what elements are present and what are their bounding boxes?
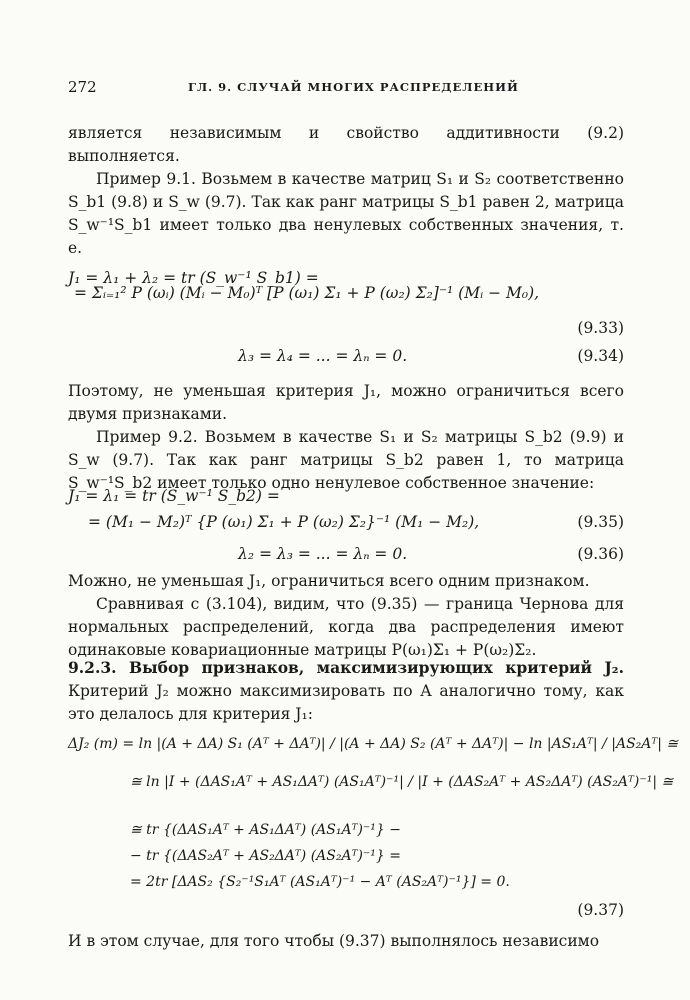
- equation-9-37-line-4: − tr {(ΔAS₂Aᵀ + AS₂ΔAᵀ) (AS₂Aᵀ)⁻¹} =: [130, 848, 402, 864]
- paragraph-conclusion-9-1: Поэтому, не уменьшая критерия J₁, можно ограничиться всего двумя признаками.: [68, 382, 624, 423]
- equation-9-37-line-3: ≅ tr {(ΔAS₁Aᵀ + AS₁ΔAᵀ) (AS₁Aᵀ)⁻¹} −: [130, 822, 402, 838]
- equation-number-9-35: (9.35): [577, 513, 624, 531]
- equation-number-9-36: (9.36): [577, 545, 624, 563]
- equation-9-37-line-5: = 2tr [ΔAS₂ {S₂⁻¹S₁Aᵀ (AS₁Aᵀ)⁻¹ − Aᵀ (AS₂Aᵀ)⁻¹}] = 0.: [130, 874, 510, 890]
- paragraph-continuation: является независимым и свойство аддитивности (9.2) выполняется.: [68, 124, 624, 165]
- equation-9-37-line-2: ≅ ln |I + (ΔAS₁Aᵀ + AS₁ΔAᵀ) (AS₁Aᵀ)⁻¹| / |I + (ΔAS₂Aᵀ + AS₂ΔAᵀ) (AS₂Aᵀ)⁻¹| ≅: [130, 774, 674, 790]
- equation-number-9-34: (9.34): [577, 347, 624, 365]
- equation-9-33-line-1: J₁ = λ₁ + λ₂ = tr (S_w⁻¹ S_b1) =: [68, 269, 319, 287]
- equation-9-37-line-1: ΔJ₂ (m) = ln |(A + ΔA) S₁ (Aᵀ + ΔAᵀ)| / |(A + ΔA) S₂ (Aᵀ + ΔAᵀ)| − ln |AS₁Aᵀ| / |AS₂Aᵀ| ≅: [68, 736, 679, 752]
- section-9-2-3: [68, 656, 624, 726]
- paragraph-example-9-1: Пример 9.1. Возьмем в качестве матриц S₁ и S₂ соответственно S_b1 (9.8) и S_w (9.7). Так как ранг матрицы S_b1 равен 2, матрица S_w⁻¹S_b1 имеет только два ненулевых собственных значения, т. е.: [68, 170, 624, 257]
- running-head: ГЛ. 9. СЛУЧАЙ МНОГИХ РАСПРЕДЕЛЕНИЙ: [188, 80, 519, 94]
- paragraph-example-9-2: Пример 9.2. Возьмем в качестве S₁ и S₂ матрицы S_b2 (9.9) и S_w (9.7). Так как ранг матрицы S_b2 равен 1, то матрица S_w⁻¹S_b2 имеет только одно ненулевое собственное значение:: [68, 428, 624, 492]
- equation-9-36-text: λ₂ = λ₃ = ... = λₙ = 0.: [238, 545, 408, 563]
- equation-9-35-line-2-text: = (M₁ − M₂)ᵀ {P (ω₁) Σ₁ + P (ω₂) Σ₂}⁻¹ (M₁ − M₂),: [88, 513, 480, 531]
- page-number: 272: [68, 78, 97, 96]
- equation-9-33-line-2-text: = Σᵢ₌₁² P (ωᵢ) (Mᵢ − M₀)ᵀ [P (ω₁) Σ₁ + P (ω₂) Σ₂]⁻¹ (Mᵢ − M₀),: [74, 284, 540, 302]
- paragraph-final: И в этом случае, для того чтобы (9.37) выполнялось независимо: [68, 932, 600, 950]
- equation-9-34: [238, 344, 624, 368]
- section-intro-text: Критерий J₂ можно максимизировать по A аналогично тому, как это делалось для критерия J₁:: [68, 682, 624, 723]
- paragraph-conclusion-9-2: Можно, не уменьшая J₁, ограничиться всего одним признаком.: [68, 572, 590, 590]
- equation-9-35-line-2: [88, 510, 624, 534]
- paragraph-chernov-comparison: Сравнивая с (3.104), видим, что (9.35) — граница Чернова для нормальных распределений, когда два распределения имеют одинаковые ковариационные матрицы P(ω₁)Σ₁ + P(ω₂)Σ₂.: [68, 595, 624, 659]
- equation-9-34-text: λ₃ = λ₄ = ... = λₙ = 0.: [238, 347, 408, 365]
- section-title: 9.2.3. Выбор признаков, максимизирующих критерий J₂.: [68, 658, 624, 677]
- equation-number-9-37: (9.37): [577, 901, 624, 919]
- equation-number-9-33: (9.33): [577, 319, 624, 337]
- equation-9-36: [238, 542, 624, 566]
- equation-9-35-line-1: J₁ = λ₁ = tr (S_w⁻¹ S_b2) =: [68, 487, 280, 505]
